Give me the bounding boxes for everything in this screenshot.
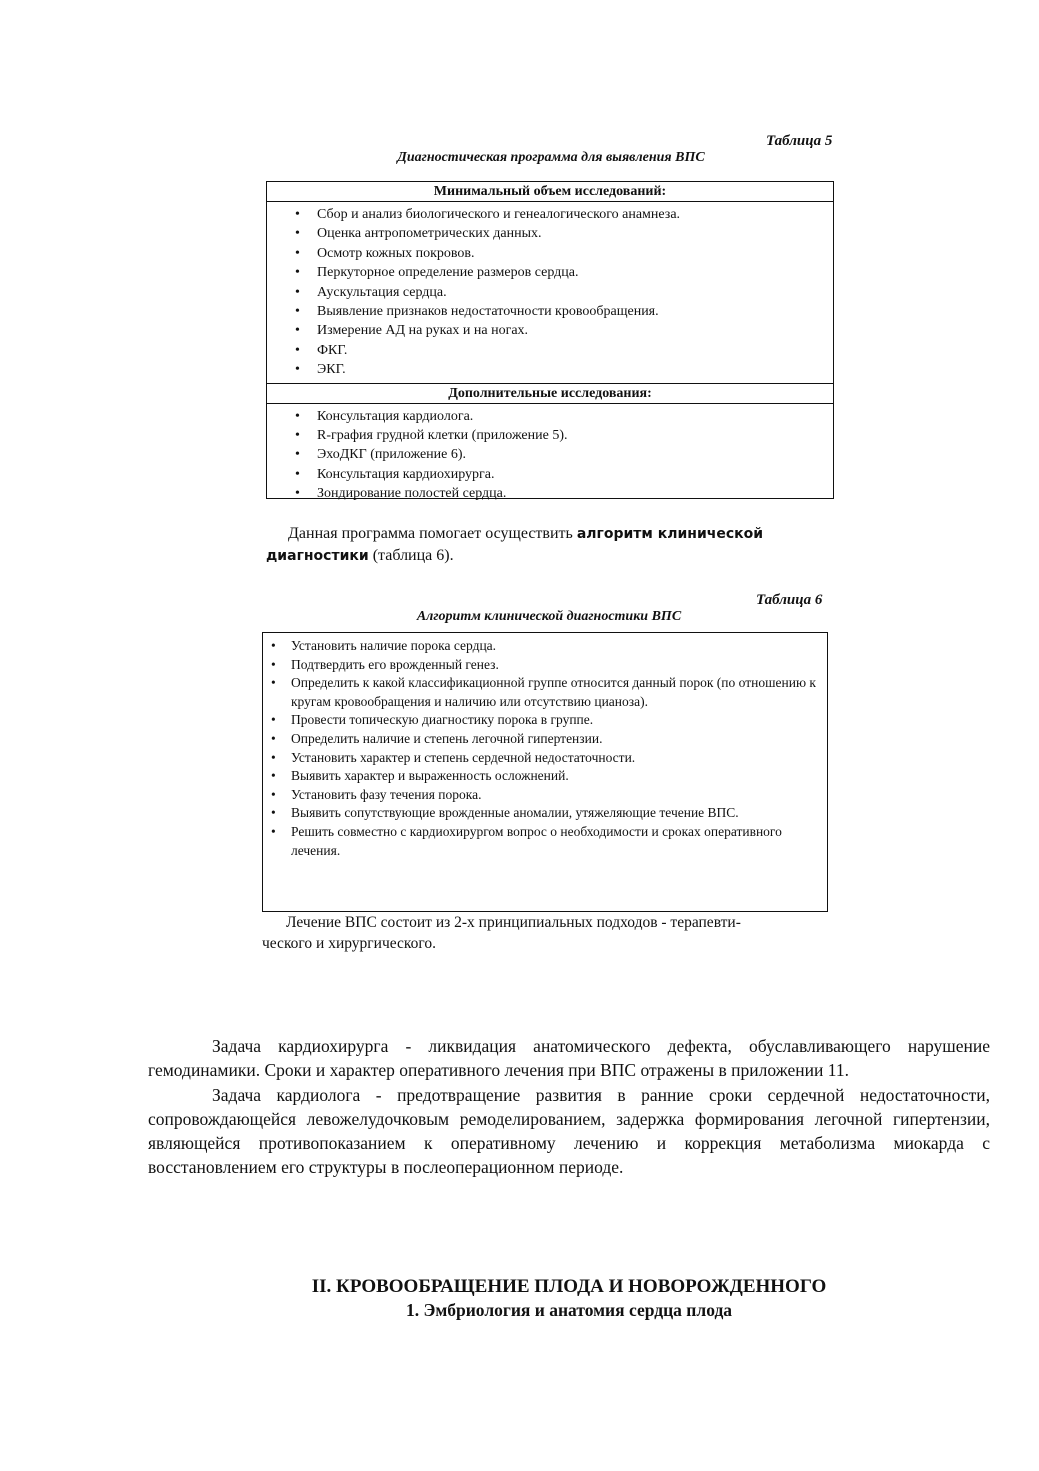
table5 <box>266 181 834 502</box>
para1-bold-a: алгоритм клинической <box>576 526 764 542</box>
table5-add-list <box>267 404 833 507</box>
table6 <box>262 632 828 912</box>
section-title: II. КРОВООБРАЩЕНИЕ ПЛОДА И НОВОРОЖДЕННОГО <box>311 1276 827 1297</box>
table5-caption: Таблица 5 <box>766 133 833 149</box>
list-item: • Зондирование полостей сердца. <box>295 484 833 503</box>
table5-title: Диагностическая программа для выявления ВПС <box>397 150 705 165</box>
list-item: • Выявление признаков недостаточности кровообращения. <box>295 302 833 321</box>
list-item: • Консультация кардиолога. <box>295 407 833 426</box>
para2-line2: ческого и хирургического. <box>262 935 436 952</box>
list-item: • Выявить характер и выраженность осложнений. <box>271 767 819 786</box>
treatment-paragraph <box>262 912 834 954</box>
list-item: • ФКГ. <box>295 341 833 360</box>
list-item: • Установить наличие порока сердца. <box>271 637 819 656</box>
para1-bold-b: диагностики <box>266 548 369 564</box>
table5-add-header: Дополнительные исследования: <box>267 383 833 404</box>
list-item: • Выявить сопутствующие врожденные аномалии, утяжеляющие течение ВПС. <box>271 804 819 823</box>
para1-text-a: Данная программа помогает осуществить <box>288 525 577 542</box>
list-item: • Провести топическую диагностику порока в группе. <box>271 711 819 730</box>
list-item: • Определить наличие и степень легочной гипертензии. <box>271 730 819 749</box>
table6-title: Алгоритм клинической диагностики ВПС <box>416 609 682 624</box>
list-item: • ЭКГ. <box>295 360 833 379</box>
para1-line2 <box>266 545 834 567</box>
list-item: • Решить совместно с кардиохирургом вопрос о необходимости и сроках оперативного лечения. <box>271 823 819 860</box>
list-item: • ЭхоДКГ (приложение 6). <box>295 445 833 464</box>
table5-min-list <box>267 202 833 383</box>
list-item: • Консультация кардиохирурга. <box>295 465 833 484</box>
list-item: • Подтвердить его врожденный генез. <box>271 656 819 675</box>
list-item: • Осмотр кожных покровов. <box>295 244 833 263</box>
para2-line1: Лечение ВПС состоит из 2-х принципиальных подходов - терапевти- <box>286 914 741 931</box>
para1-text-b: (таблица 6). <box>368 547 454 564</box>
list-item: • Определить к какой классификационной группе относится данный порок (по отношению к кругам кровообращения и наличию или отсутствию цианоза). <box>271 674 819 711</box>
list-item: • Установить характер и степень сердечной недостаточности. <box>271 749 819 768</box>
body-text <box>148 1034 990 1180</box>
list-item: • Аускультация сердца. <box>295 283 833 302</box>
list-item: • Оценка антропометрических данных. <box>295 224 833 243</box>
table6-caption: Таблица 6 <box>756 592 823 608</box>
list-item: • Сбор и анализ биологического и генеалогического анамнеза. <box>295 205 833 224</box>
list-item: • R-графия грудной клетки (приложение 5). <box>295 426 833 445</box>
list-item: • Установить фазу течения порока. <box>271 786 819 805</box>
program-paragraph <box>266 523 834 567</box>
body-paragraph-surgeon: Задача кардиохирурга - ликвидация анатомического дефекта, обуславливающего нарушение гемодинамики. Сроки и характер оперативного лечения при ВПС отражены в приложении 11. <box>148 1036 990 1081</box>
body-paragraph-cardiologist: Задача кардиолога - предотвращение развития в ранние сроки сердечной недостаточности, сопровождающейся левожелудочковым ремоделированием, задержка формирования легочной гипертензии, являющейся противопоказанием к оперативному лечению и коррекция метаболизма миокарда с восстановлением его структуры в послеоперационном периоде. <box>148 1084 990 1178</box>
section-subtitle: 1. Эмбриология и анатомия сердца плода <box>405 1300 733 1320</box>
list-item: • Перкуторное определение размеров сердца. <box>295 263 833 282</box>
list-item: • Измерение АД на руках и на ногах. <box>295 321 833 340</box>
table5-min-header: Минимальный объем исследований: <box>267 182 833 202</box>
table6-list <box>263 633 827 860</box>
